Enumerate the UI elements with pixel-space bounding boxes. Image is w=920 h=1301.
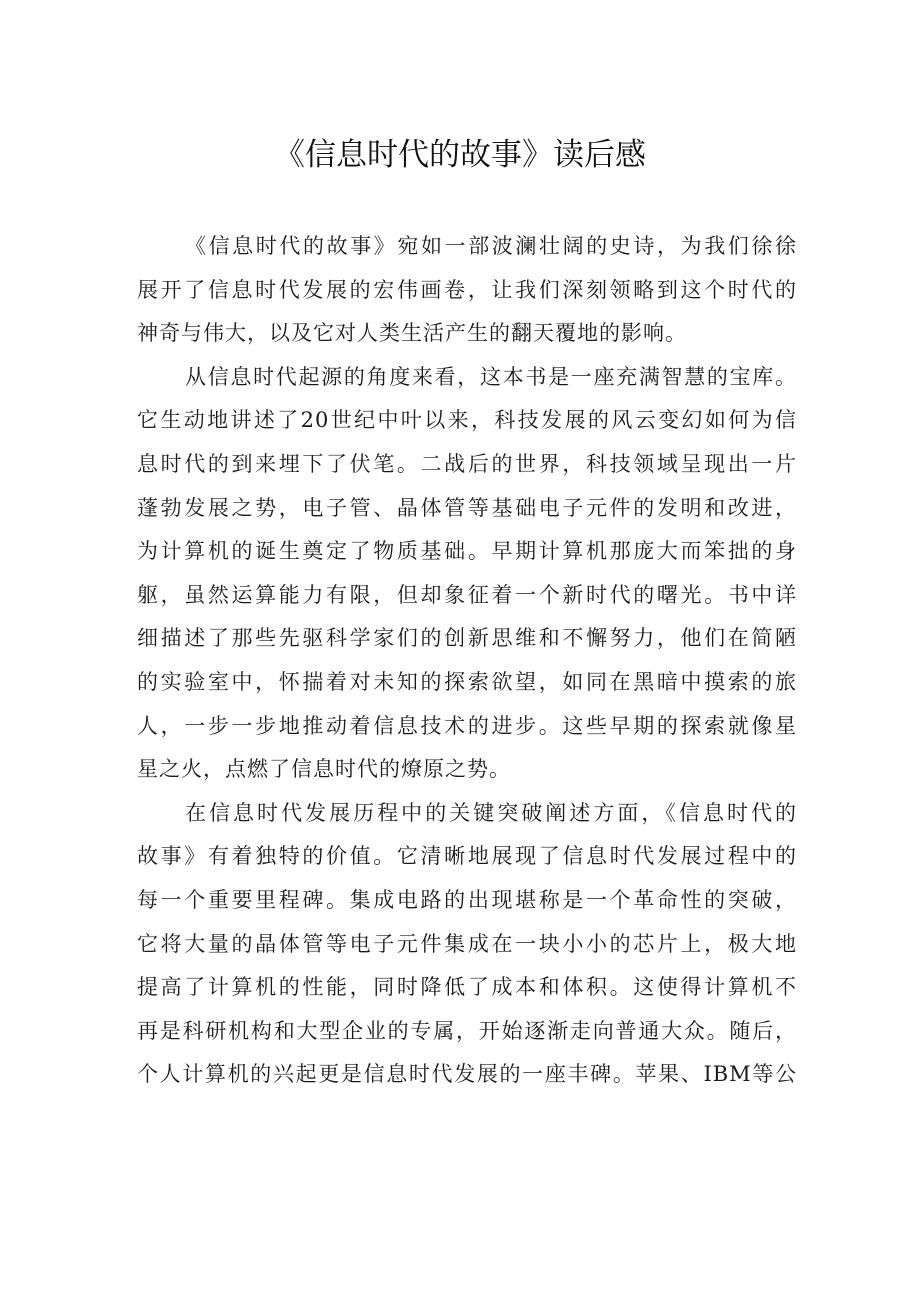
paragraph-3-line-3: 每一个重要里程碑。集成电路的出现堪称是一个革命性的突破， xyxy=(137,887,797,912)
document-title: 《信息时代的故事》读后感 xyxy=(274,137,646,173)
paragraph-3-line-5: 提高了计算机的性能，同时降低了成本和体积。这使得计算机不 xyxy=(137,975,797,1000)
paragraph-2-line-3: 息时代的到来埋下了伏笔。二战后的世界，科技领域呈现出一片 xyxy=(137,451,797,476)
paragraph-2-line-10: 星之火，点燃了信息时代的燎原之势。 xyxy=(137,757,511,782)
paragraph-2-line-9: 人，一步一步地推动着信息技术的进步。这些早期的探索就像星 xyxy=(137,713,797,738)
paragraph-1-line-3: 神奇与伟大，以及它对人类生活产生的翻天覆地的影响。 xyxy=(137,321,687,346)
paragraph-2-line-4: 蓬勃发展之势，电子管、晶体管等基础电子元件的发明和改进， xyxy=(137,495,797,520)
paragraph-3-line-2: 故事》有着独特的价值。它清晰地展现了信息时代发展过程中的 xyxy=(137,844,797,869)
paragraph-2-line-6: 躯，虽然运算能力有限，但却象征着一个新时代的曙光。书中详 xyxy=(137,582,797,607)
paragraph-1-line-2: 展开了信息时代发展的宏伟画卷，让我们深刻领略到这个时代的 xyxy=(137,277,797,302)
paragraph-2-line-1: 从信息时代起源的角度来看，这本书是一座充满智慧的宝库。 xyxy=(185,364,797,389)
paragraph-3-line-4: 它将大量的晶体管等电子元件集成在一块小小的芯片上，极大地 xyxy=(137,931,797,956)
paragraph-1-line-1: 《信息时代的故事》宛如一部波澜壮阔的史诗，为我们徐徐 xyxy=(185,234,797,258)
paragraph-3-line-7: 个人计算机的兴起更是信息时代发展的一座丰碑。苹果、IBM等公 xyxy=(137,1062,797,1087)
paragraph-3-line-6: 再是科研机构和大型企业的专属，开始逐渐走向普通大众。随后， xyxy=(137,1018,797,1043)
paragraph-2-line-2: 它生动地讲述了20世纪中叶以来，科技发展的风云变幻如何为信 xyxy=(137,408,797,433)
paragraph-2-line-7: 细描述了那些先驱科学家们的创新思维和不懈努力，他们在简陋 xyxy=(137,626,797,651)
paragraph-2-line-5: 为计算机的诞生奠定了物质基础。早期计算机那庞大而笨拙的身 xyxy=(137,539,797,564)
document-body xyxy=(137,225,797,1097)
paragraph-3-line-1: 在信息时代发展历程中的关键突破阐述方面，《信息时代的 xyxy=(185,800,797,825)
paragraph-2-line-8: 的实验室中，怀揣着对未知的探索欲望，如同在黑暗中摸索的旅 xyxy=(137,669,797,694)
